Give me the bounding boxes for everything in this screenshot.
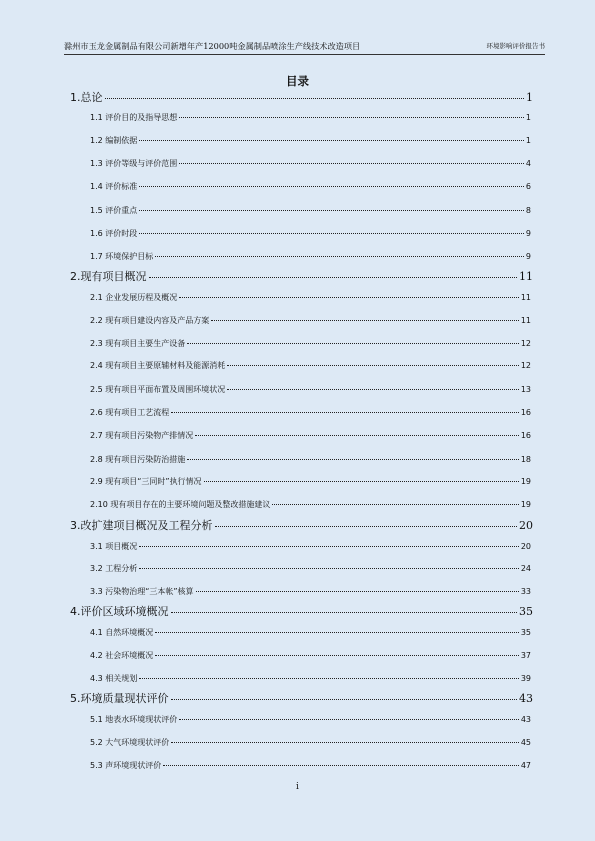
toc-entry-label: 2.10 现有项目存在的主要环境问题及整改措施建议 [90, 500, 271, 509]
toc-entry-label: 1.2 编制依据 [90, 136, 138, 145]
toc-entry-page-number: 19 [520, 477, 531, 486]
toc-dot-leader [272, 496, 518, 505]
toc-section-entry[interactable] [90, 626, 531, 638]
toc-entry-label: 2.8 现有项目污染防治措施 [90, 455, 186, 464]
toc-dot-leader [179, 155, 524, 164]
toc-dot-leader [171, 404, 519, 413]
toc-dot-leader [149, 266, 518, 278]
toc-section-entry[interactable] [90, 157, 531, 169]
toc-chapter-entry[interactable] [70, 268, 533, 283]
toc-dot-leader [155, 647, 519, 656]
toc-entry-page-number: 43 [519, 692, 533, 705]
toc-entry-label: 2.3 现有项目主要生产设备 [90, 339, 186, 348]
toc-dot-leader [139, 202, 524, 211]
toc-entry-label: 1.7 环境保护目标 [90, 252, 154, 261]
toc-entry-label: 5.环境质量现状评价 [70, 692, 169, 705]
toc-entry-label: 2.4 现有项目主要原辅材料及能源消耗 [90, 361, 226, 370]
toc-dot-leader [211, 312, 519, 321]
toc-section-entry[interactable] [90, 314, 531, 326]
toc-entry-page-number: 20 [520, 542, 531, 551]
toc-dot-leader [179, 289, 519, 298]
toc-entry-label: 4.评价区域环境概况 [70, 605, 169, 618]
toc-entry-label: 2.1 企业发展历程及概况 [90, 293, 178, 302]
toc-dot-leader [187, 335, 519, 344]
toc-entry-page-number: 1 [525, 113, 531, 122]
toc-chapter-entry[interactable] [70, 690, 533, 705]
toc-section-entry[interactable] [90, 383, 531, 395]
toc-section-entry[interactable] [90, 227, 531, 239]
toc-entry-label: 4.3 相关规划 [90, 674, 138, 683]
toc-section-entry[interactable] [90, 498, 531, 510]
toc-chapter-entry[interactable] [70, 603, 533, 618]
toc-section-entry[interactable] [90, 585, 531, 597]
toc-section-entry[interactable] [90, 204, 531, 216]
toc-section-entry[interactable] [90, 713, 531, 725]
toc-entry-label: 1.总论 [70, 91, 103, 104]
toc-section-entry[interactable] [90, 250, 531, 262]
toc-dot-leader [204, 473, 519, 482]
toc-section-entry[interactable] [90, 359, 531, 371]
toc-dot-leader [139, 670, 519, 679]
toc-entry-page-number: 18 [520, 455, 531, 464]
toc-dot-leader [179, 109, 524, 118]
toc-dot-leader [179, 711, 519, 720]
toc-entry-page-number: 4 [525, 159, 531, 168]
toc-section-entry[interactable] [90, 291, 531, 303]
toc-section-entry[interactable] [90, 453, 531, 465]
toc-entry-label: 2.9 现有项目“三同时”执行情况 [90, 477, 202, 486]
toc-section-entry[interactable] [90, 736, 531, 748]
toc-entry-label: 2.现有项目概况 [70, 270, 147, 283]
toc-section-entry[interactable] [90, 429, 531, 441]
toc-dot-leader [227, 381, 519, 390]
toc-entry-page-number: 43 [520, 715, 531, 724]
toc-entry-page-number: 11 [520, 316, 531, 325]
toc-dot-leader [155, 248, 524, 257]
toc-section-entry[interactable] [90, 337, 531, 349]
toc-entry-page-number: 9 [525, 252, 531, 261]
toc-dot-leader [155, 624, 519, 633]
toc-section-entry[interactable] [90, 540, 531, 552]
toc-entry-page-number: 6 [525, 182, 531, 191]
toc-entry-label: 1.3 评价等级与评价范围 [90, 159, 178, 168]
toc-entry-label: 2.5 现有项目平面布置及周围环境状况 [90, 385, 226, 394]
toc-entry-label: 2.2 现有项目建设内容及产品方案 [90, 316, 210, 325]
toc-entry-label: 3.1 项目概况 [90, 542, 138, 551]
page-header [64, 40, 545, 55]
toc-entry-page-number: 1 [525, 136, 531, 145]
toc-dot-leader [139, 132, 524, 141]
toc-entry-page-number: 11 [519, 270, 533, 283]
toc-entry-page-number: 12 [520, 361, 531, 370]
toc-section-entry[interactable] [90, 562, 531, 574]
page-number: i [296, 782, 299, 792]
toc-entry-label: 3.改扩建项目概况及工程分析 [70, 519, 213, 532]
toc-entry-label: 3.2 工程分析 [90, 564, 138, 573]
toc-entry-page-number: 39 [520, 674, 531, 683]
toc-entry-page-number: 37 [520, 651, 531, 660]
toc-entry-label: 4.2 社会环境概况 [90, 651, 154, 660]
toc-section-entry[interactable] [90, 649, 531, 661]
toc-dot-leader [139, 560, 519, 569]
toc-entry-label: 1.4 评价标准 [90, 182, 138, 191]
toc-dot-leader [163, 757, 519, 766]
toc-dot-leader [139, 225, 524, 234]
toc-entry-page-number: 33 [520, 587, 531, 596]
toc-entry-page-number: 12 [520, 339, 531, 348]
toc-section-entry[interactable] [90, 180, 531, 192]
toc-dot-leader [196, 583, 519, 592]
toc-entry-page-number: 16 [520, 431, 531, 440]
toc-entry-label: 1.1 评价目的及指导思想 [90, 113, 178, 122]
toc-section-entry[interactable] [90, 406, 531, 418]
toc-dot-leader [227, 357, 519, 366]
toc-entry-label: 4.1 自然环境概况 [90, 628, 154, 637]
toc-entry-page-number: 19 [520, 500, 531, 509]
toc-entry-page-number: 24 [520, 564, 531, 573]
toc-entry-page-number: 45 [520, 738, 531, 747]
toc-entry-page-number: 47 [520, 761, 531, 770]
toc-dot-leader [187, 451, 519, 460]
toc-entry-label: 5.2 大气环境现状评价 [90, 738, 170, 747]
toc-section-entry[interactable] [90, 475, 531, 487]
toc-dot-leader [105, 87, 525, 99]
toc-section-entry[interactable] [90, 134, 531, 146]
toc-dot-leader [215, 515, 518, 527]
toc-entry-label: 5.1 地表水环境现状评价 [90, 715, 178, 724]
toc-dot-leader [195, 427, 519, 436]
toc-entry-label: 2.7 现有项目污染物产排情况 [90, 431, 194, 440]
toc-title: 目录 [286, 74, 309, 88]
toc-entry-page-number: 1 [526, 91, 533, 104]
header-project-title: 滁州市玉龙金属制品有限公司新增年产12000吨金属制品喷涂生产线技术改造项目 [64, 41, 361, 51]
toc-section-entry[interactable] [90, 111, 531, 123]
toc-entry-page-number: 35 [520, 628, 531, 637]
toc-entry-label: 3.3 污染物治理“三本帐”核算 [90, 587, 194, 596]
toc-chapter-entry[interactable] [70, 89, 533, 104]
toc-entry-page-number: 11 [520, 293, 531, 302]
header-report-type: 环境影响评价报告书 [486, 42, 545, 50]
toc-dot-leader [139, 178, 524, 187]
toc-entry-label: 5.3 声环境现状评价 [90, 761, 162, 770]
toc-section-entry[interactable] [90, 759, 531, 771]
toc-section-entry[interactable] [90, 672, 531, 684]
toc-entry-page-number: 8 [525, 206, 531, 215]
toc-entry-label: 1.6 评价时段 [90, 229, 138, 238]
toc-chapter-entry[interactable] [70, 517, 533, 532]
toc-dot-leader [139, 538, 519, 547]
toc-dot-leader [171, 734, 519, 743]
toc-entry-page-number: 20 [519, 519, 533, 532]
toc-dot-leader [171, 688, 518, 700]
toc-entry-page-number: 16 [520, 408, 531, 417]
toc-entry-page-number: 13 [520, 385, 531, 394]
toc-entry-label: 2.6 现有项目工艺流程 [90, 408, 170, 417]
toc-entry-label: 1.5 评价重点 [90, 206, 138, 215]
toc-entry-page-number: 9 [525, 229, 531, 238]
toc-dot-leader [171, 601, 518, 613]
toc-entry-page-number: 35 [519, 605, 533, 618]
